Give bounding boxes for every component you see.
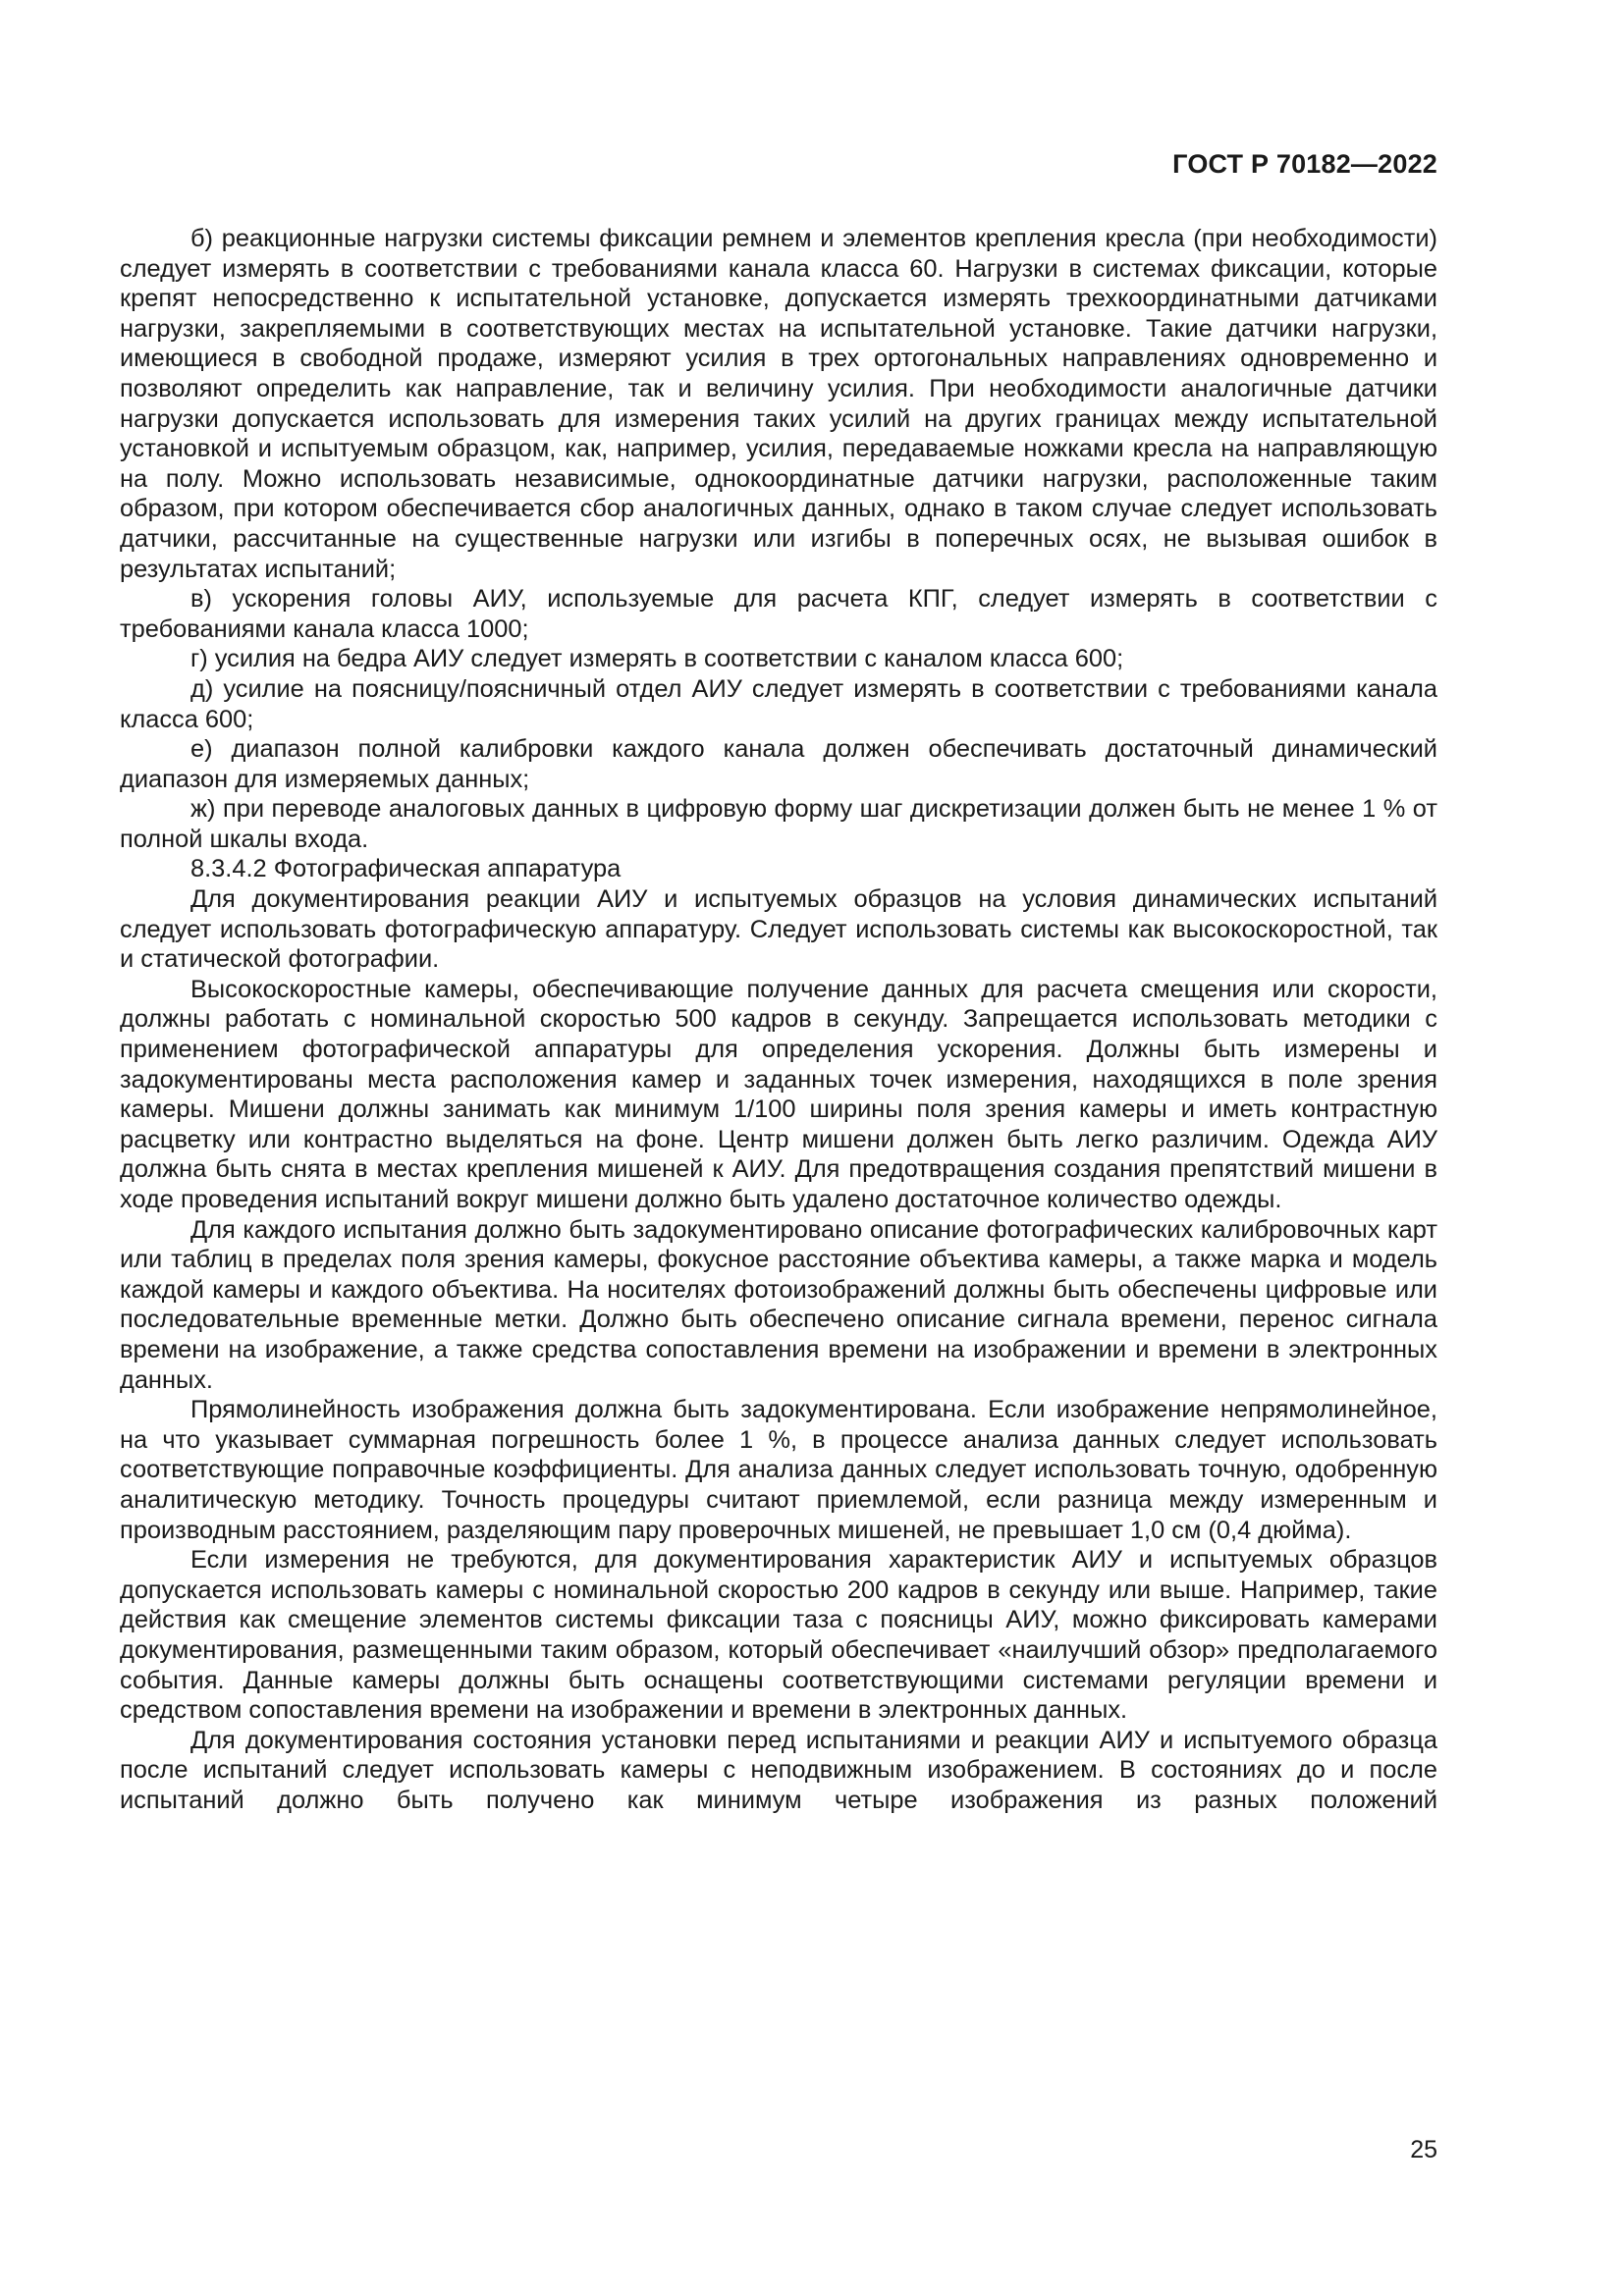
paragraph-image-linearity: Прямолинейность изображения должна быть задокументирована. Если изображение непрямолинейное, на что указывает суммарная погрешность более 1 %, в процессе анализа данных следует использовать соответствующие поправочные коэффициенты. Для анализа данных следует использовать точную, одобренную аналитическую методику. Точность процедуры считают приемлемой, если разница между измеренным и производным расстоянием, разделяющим пару проверочных мишеней, не превышает 1,0 см (0,4 дюйма). [120,1396,1437,1544]
document-body [120,224,1437,1815]
paragraph-zh-digitization-step: ж) при переводе аналоговых данных в цифровую форму шаг дискретизации должен быть не менее 1 % от полной шкалы входа. [120,795,1437,853]
paragraph-photo-equipment-intro: Для документирования реакции АИУ и испытуемых образцов на условия динамических испытаний следует использовать фотографическую аппаратуру. Следует использовать системы как высокоскоростной, так и статической фотографии. [120,885,1437,974]
section-heading-8-3-4-2: 8.3.4.2 Фотографическая аппаратура [190,855,622,883]
paragraph-e-calibration-range: е) диапазон полной калибровки каждого канала должен обеспечивать достаточный динамический диапазон для измеряемых данных; [120,735,1437,793]
paragraph-high-speed-cameras: Высокоскоростные камеры, обеспечивающие получение данных для расчета смещения или скорости, должны работать с номинальной скоростью 500 кадров в секунду. Запрещается использовать методики с применением фотографической аппаратуры для определения ускорения. Должны быть измерены и задокументированы места расположения камер и заданных точек измерения, находящихся в поле зрения камеры. Мишени должны занимать как минимум 1/100 ширины поля зрения камеры и иметь контрастную расцветку или контрастно выделяться на фоне. Центр мишени должен быть легко различим. Одежда АИУ должна быть снята в местах крепления мишеней к АИУ. Для предотвращения создания препятствий мишени в ходе проведения испытаний вокруг мишени должно быть удалено достаточное количество одежды. [120,975,1437,1213]
paragraph-g-femur-loads: г) усилия на бедра АИУ следует измерять в соответствии с каналом класса 600; [190,645,1124,673]
paragraph-b-seat-loads: б) реакционные нагрузки системы фиксации ремнем и элементов крепления кресла (при необходимости) следует измерять в соответствии с требованиями канала класса 60. Нагрузки в системах фиксации, которые крепят непосредственно к испытательной установке, допускается измерять трехкоординатными датчиками нагрузки, закрепляемыми в соответствующих местах на испытательной установке. Такие датчики нагрузки, имеющиеся в свободной продаже, измеряют усилия в трех ортогональных направлениях одновременно и позволяют определить как направление, так и величину усилия. При необходимости аналогичные датчики нагрузки допускается использовать для измерения таких усилий на других границах между испытательной установкой и испытуемым образцом, как, например, усилия, передаваемые ножками кресла на направляющую на полу. Можно использовать независимые, однокоординатные датчики нагрузки, расположенные таким образом, при котором обеспечивается сбор аналогичных данных, однако в таком случае следует использовать датчики, рассчитанные на существенные нагрузки или изгибы в поперечных осях, не вызывая ошибок в результатах испытаний; [120,225,1437,583]
paragraph-d-lumbar-load: д) усилие на поясницу/поясничный отдел АИУ следует измерять в соответствии с требованиями канала класса 600; [120,674,1437,733]
page-number: 25 [1410,2136,1437,2163]
paragraph-v-head-acceleration: в) ускорения головы АИУ, используемые для расчета КПГ, следует измерять в соответствии с требованиями канала класса 1000; [120,585,1437,643]
paragraph-documentation-cameras: Если измерения не требуются, для документирования характеристик АИУ и испытуемых образцов допускается использовать камеры с номинальной скоростью 200 кадров в секунду или выше. Например, такие действия как смещение элементов системы фиксации таза с поясницы АИУ, можно фиксировать камерами документирования, размещенными таким образом, который обеспечивает «наилучший обзор» предполагаемого события. Данные камеры должны быть оснащены соответствующими системами регуляции времени и средством сопоставления времени на изображении и времени в электронных данных. [120,1546,1437,1725]
document-header: ГОСТ Р 70182—2022 [1172,149,1437,179]
paragraph-calibration-documentation: Для каждого испытания должно быть задокументировано описание фотографических калибровочных карт или таблиц в пределах поля зрения камеры, фокусное расстояние объектива камеры, а также марка и модель каждой камеры и каждого объектива. На носителях фотоизображений должны быть обеспечены цифровые или последовательные временные метки. Должно быть обеспечено описание сигнала времени, перенос сигнала времени на изображение, а также средства сопоставления времени на изображении и времени в электронных данных. [120,1215,1437,1394]
paragraph-still-cameras: Для документирования состояния установки перед испытаниями и реакции АИУ и испытуемого образца после испытаний следует использовать камеры с неподвижным изображением. В состояниях до и после испытаний должно быть получено как минимум четыре изображения из разных положений [120,1726,1437,1814]
